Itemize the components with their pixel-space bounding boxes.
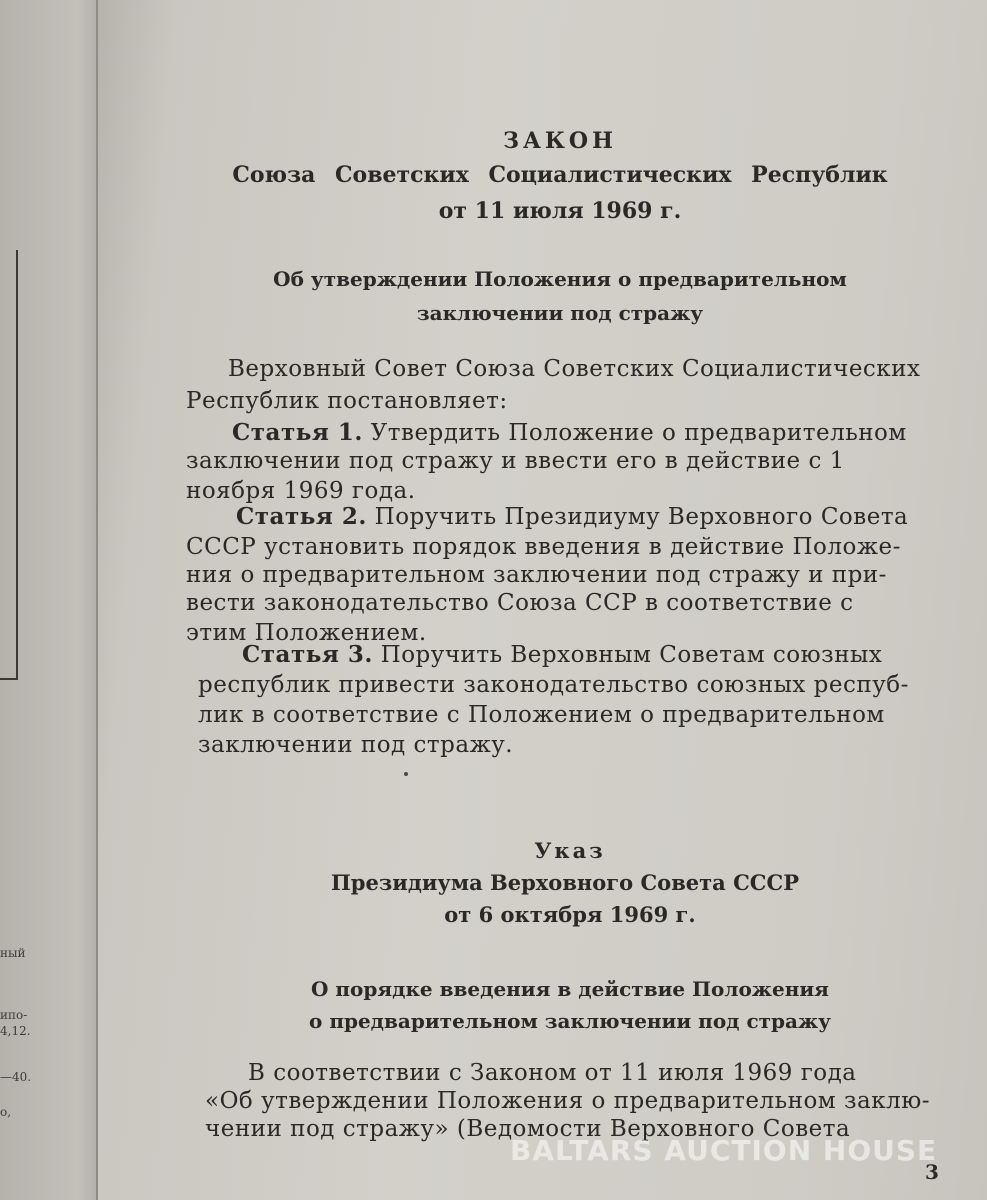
law-paragraph-line: Республик постановляет:	[186, 388, 508, 414]
article-label: Статья 2.	[236, 503, 367, 530]
law-paragraph-line: Верховный Совет Союза Советских Социалистических	[228, 356, 921, 382]
law-paragraph-line: Статья 3. Поручить Верховным Советам союзных	[242, 641, 883, 668]
law-paragraph-line: республик привести законодательство союзных респуб-	[198, 672, 909, 698]
decree-date: от 6 октября 1969 г.	[444, 902, 696, 927]
law-date: от 11 июля 1969 г.	[438, 198, 682, 224]
law-title: ЗАКОН	[503, 128, 617, 154]
ink-speck	[404, 772, 408, 776]
page-number: 3	[925, 1160, 939, 1184]
law-paragraph-line: Статья 1. Утвердить Положение о предварительном	[232, 419, 907, 446]
law-paragraph-line: вести законодательство Союза ССР в соответствие с	[186, 590, 854, 616]
decree-paragraph-line: чении под стражу» (Ведомости Верховного Совета	[205, 1116, 851, 1142]
law-paragraph-line: ноября 1969 года.	[186, 478, 416, 504]
article-label: Статья 1.	[232, 419, 363, 446]
decree-title: Указ	[534, 838, 606, 863]
facing-page-fragment: —40.	[0, 1070, 32, 1084]
law-paragraph-line: этим Положением.	[186, 620, 427, 646]
auction-watermark: BALTARS AUCTION HOUSE	[510, 1134, 938, 1167]
facing-page-fragment: ипо-	[0, 1008, 28, 1022]
facing-page-frame	[0, 250, 18, 680]
decree-paragraph-line: «Об утверждении Положения о предварительном заклю-	[205, 1088, 931, 1114]
law-paragraph-line: ния о предварительном заключении под стражу и при-	[186, 562, 887, 588]
article-label: Статья 3.	[242, 641, 373, 668]
law-paragraph-line: Статья 2. Поручить Президиуму Верховного Совета	[236, 503, 909, 530]
facing-page-fragment: о,	[0, 1105, 12, 1119]
decree-paragraph-line: В соответствии с Законом от 11 июля 1969 года	[248, 1060, 857, 1086]
decree-heading: о предварительном заключении под стражу	[309, 1009, 831, 1033]
law-paragraph-line: СССР установить порядок введения в действие Положе-	[186, 534, 901, 560]
decree-issuer: Президиума Верховного Совета СССР	[330, 870, 800, 895]
law-paragraph-line: заключении под стражу.	[198, 732, 514, 758]
law-heading: Об утверждении Положения о предварительном	[273, 267, 847, 291]
facing-page-fragment: ный	[0, 946, 26, 960]
law-paragraph-line: лик в соответствие с Положением о предварительном	[198, 702, 885, 728]
decree-heading: О порядке введения в действие Положения	[311, 977, 829, 1001]
law-paragraph-line: заключении под стражу и ввести его в действие с 1	[186, 448, 845, 474]
facing-page-fragment: 4,12.	[0, 1024, 31, 1038]
law-heading: заключении под стражу	[416, 301, 704, 325]
law-issuer: Союза Советских Социалистических Республик	[232, 162, 888, 188]
